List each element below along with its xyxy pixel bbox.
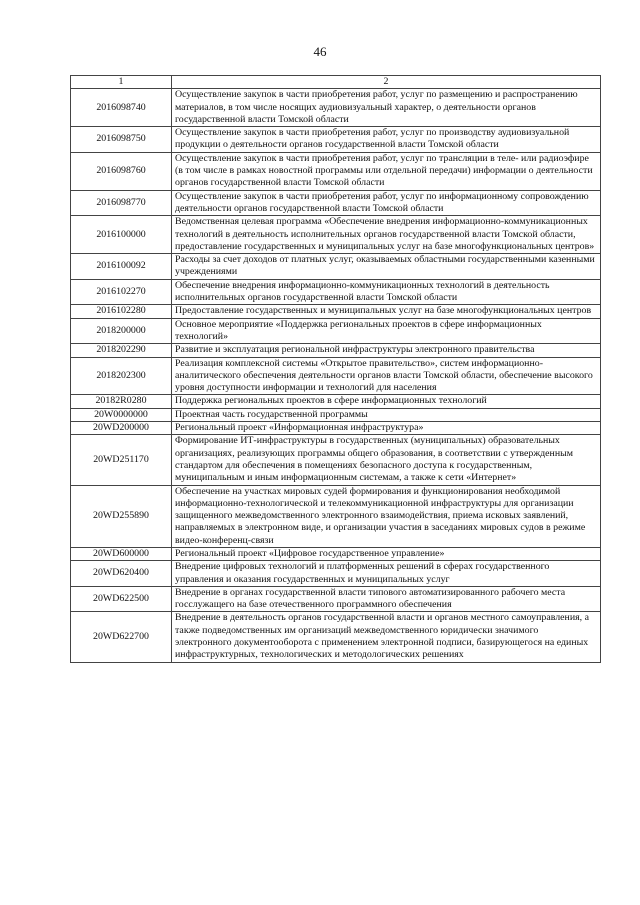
row-code: 20182R0280 <box>71 395 172 408</box>
row-description: Осуществление закупок в части приобретения работ, услуг по трансляции в теле- или радиоэфире (в том числе в рамках новостной программы или отдельной передачи) информации о деятельности органов государственной власти Томской области <box>172 152 601 190</box>
table-row <box>71 422 601 435</box>
row-description: Развитие и эксплуатация региональной инфраструктуры электронного правительства <box>172 344 601 357</box>
table-row <box>71 305 601 318</box>
row-code: 2016102280 <box>71 305 172 318</box>
table-row <box>71 190 601 216</box>
table-row <box>71 395 601 408</box>
row-description: Расходы за счет доходов от платных услуг, оказываемых областными государственными казенными учреждениями <box>172 254 601 280</box>
row-description: Поддержка региональных проектов в сфере информационных технологий <box>172 395 601 408</box>
table-row <box>71 344 601 357</box>
table-row <box>71 612 601 662</box>
table-row <box>71 318 601 344</box>
page-number: 46 <box>313 44 327 59</box>
row-description: Основное мероприятие «Поддержка региональных проектов в сфере информационных технологий» <box>172 318 601 344</box>
row-code: 20WD620400 <box>71 561 172 587</box>
row-code: 2016098770 <box>71 190 172 216</box>
row-code: 2018202290 <box>71 344 172 357</box>
row-description: Формирование ИТ-инфраструктуры в государственных (муниципальных) образовательных организациях, реализующих программы общего образования, в соответствии с утвержденным стандартом для обеспечения в помещениях безопасного доступа к государственным, муниципальным и иным информационным системам, а также к сети «Интернет» <box>172 435 601 485</box>
row-code: 2018200000 <box>71 318 172 344</box>
table-row <box>71 547 601 560</box>
row-code: 2016100092 <box>71 254 172 280</box>
table-row <box>71 357 601 395</box>
table-row <box>71 254 601 280</box>
row-code: 20WD622500 <box>71 586 172 612</box>
table-row <box>71 485 601 547</box>
row-description: Внедрение в органах государственной власти типового автоматизированного рабочего места госслужащего на базе отечественного программного обеспечения <box>172 586 601 612</box>
row-description: Обеспечение на участках мировых судей формирования и функционирования необходимой информационно-технологической и телекоммуникационной инфраструктуры для организации защищенного межведомственного электронного взаимодействия, приема исковых заявлений, направляемых в электронном виде, и организации участия в заседаниях мировых судов в режиме видео-конференц-связи <box>172 485 601 547</box>
row-description: Обеспечение внедрения информационно-коммуникационных технологий в деятельность исполнительных органов государственной власти Томской области <box>172 279 601 305</box>
row-code: 2016100000 <box>71 216 172 254</box>
row-description: Региональный проект «Цифровое государственное управление» <box>172 547 601 560</box>
column-header-description: 2 <box>172 76 601 89</box>
row-code: 2018202300 <box>71 357 172 395</box>
row-code: 20WD622700 <box>71 612 172 662</box>
row-code: 20WD251170 <box>71 435 172 485</box>
column-header-code: 1 <box>71 76 172 89</box>
table-row <box>71 408 601 421</box>
row-code: 2016098740 <box>71 89 172 127</box>
row-description: Осуществление закупок в части приобретения работ, услуг по информационному сопровождению деятельности органов государственной власти Томской области <box>172 190 601 216</box>
row-description: Осуществление закупок в части приобретения работ, услуг по производству аудиовизуальной продукции о деятельности органов государственной власти Томской области <box>172 127 601 153</box>
table-row <box>71 127 601 153</box>
table-row <box>71 216 601 254</box>
table-header-row <box>71 76 601 89</box>
row-code: 20WD200000 <box>71 422 172 435</box>
row-code: 2016098750 <box>71 127 172 153</box>
table-row <box>71 152 601 190</box>
row-code: 20WD600000 <box>71 547 172 560</box>
table-row <box>71 89 601 127</box>
row-description: Ведомственная целевая программа «Обеспечение внедрения информационно-коммуникационных технологий в деятельность исполнительных органов государственной власти Томской области, предоставление государственных и муниципальных услуг на базе многофункциональных центров» <box>172 216 601 254</box>
row-description: Проектная часть государственной программы <box>172 408 601 421</box>
row-code: 2016102270 <box>71 279 172 305</box>
row-code: 20W0000000 <box>71 408 172 421</box>
row-description: Предоставление государственных и муниципальных услуг на базе многофункциональных центров <box>172 305 601 318</box>
budget-classification-table <box>70 75 601 663</box>
row-code: 20WD255890 <box>71 485 172 547</box>
row-description: Региональный проект «Информационная инфраструктура» <box>172 422 601 435</box>
row-description: Осуществление закупок в части приобретения работ, услуг по размещению и распространению материалов, в том числе носящих аудиовизуальный характер, о деятельности органов государственной власти Томской области <box>172 89 601 127</box>
table-row <box>71 279 601 305</box>
table-row <box>71 435 601 485</box>
table-row <box>71 561 601 587</box>
row-description: Реализация комплексной системы «Открытое правительство», систем информационно-аналитического обеспечения деятельности органов власти Томской области, обеспечение высокого уровня доступности информации и технологий для населения <box>172 357 601 395</box>
row-description: Внедрение в деятельность органов государственной власти и органов местного самоуправления, а также подведомственных им организаций межведомственного юридически значимого электронного документооборота с применением электронной подписи, базирующегося на единых инфраструктурных, технологических и методологических решениях <box>172 612 601 662</box>
table-row <box>71 586 601 612</box>
row-description: Внедрение цифровых технологий и платформенных решений в сферах государственного управления и оказания государственных и муниципальных услуг <box>172 561 601 587</box>
row-code: 2016098760 <box>71 152 172 190</box>
